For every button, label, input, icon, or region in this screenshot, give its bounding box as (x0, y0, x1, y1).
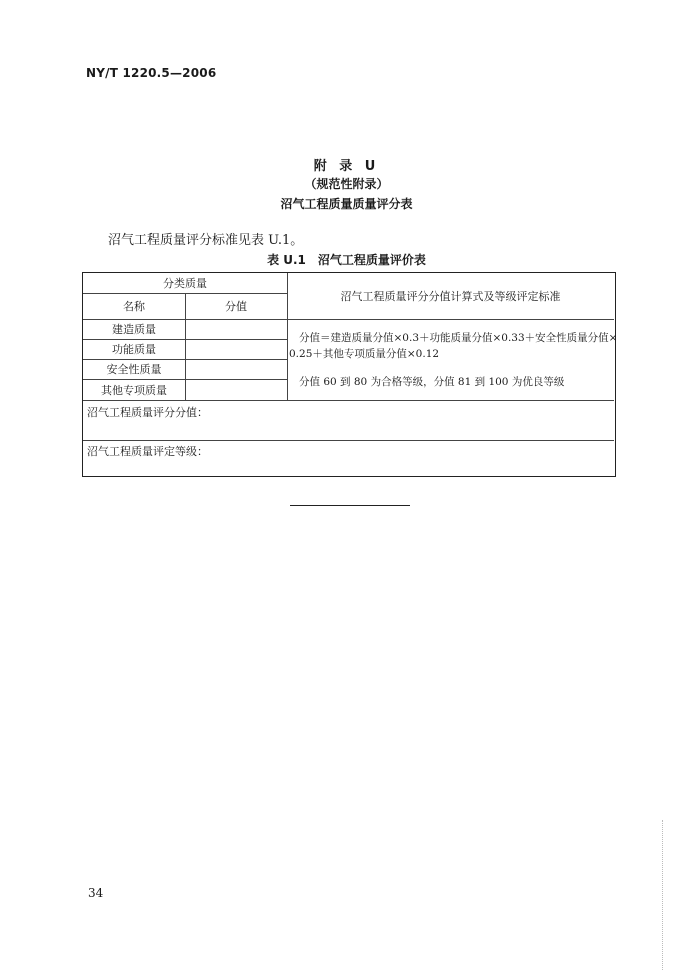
quality-evaluation-table (82, 272, 616, 477)
header-score: 分值 (225, 300, 247, 313)
appendix-title: 附 录 U (313, 159, 380, 174)
intro-paragraph: 沼气工程质量评分标准见表 U.1。 (108, 233, 304, 248)
end-rule (290, 505, 410, 506)
row-score-function (185, 339, 287, 359)
row-line (83, 400, 614, 401)
row-score-construction (185, 319, 287, 339)
grade-label: 沼气工程质量评定等级： (87, 445, 208, 458)
row-line (83, 440, 614, 441)
header-group-label: 分类质量 (163, 277, 207, 290)
header-criteria: 沼气工程质量评分分值计算式及等级评定标准 (340, 290, 561, 303)
page-number: 34 (88, 886, 104, 900)
standard-code: NY/T 1220.5—2006 (86, 66, 217, 80)
total-score-label: 沼气工程质量评分分值： (87, 406, 208, 419)
row-score-safety (185, 359, 287, 379)
row-name-other: 其他专项质量 (101, 383, 167, 397)
header-name: 名称 (123, 300, 145, 313)
scan-edge-mark (662, 820, 663, 970)
table-caption: 表 U.1 沼气工程质量评价表 (267, 253, 426, 267)
appendix-type: （规范性附录） (304, 177, 389, 191)
formula-line-2: 0.25＋其他专项质量分值×0.12 (289, 348, 440, 360)
row-name-construction: 建造质量 (112, 323, 156, 336)
row-name-function: 功能质量 (112, 343, 156, 356)
row-name-safety: 安全性质量 (106, 363, 162, 376)
formula-line-1: 分值＝建造质量分值×0.3＋功能质量分值×0.33＋安全性质量分值× (299, 332, 618, 344)
row-score-other (185, 379, 287, 400)
grade-rule: 分值 60 到 80 为合格等级，分值 81 到 100 为优良等级 (299, 376, 565, 388)
appendix-name: 沼气工程质量质量评分表 (280, 197, 413, 211)
